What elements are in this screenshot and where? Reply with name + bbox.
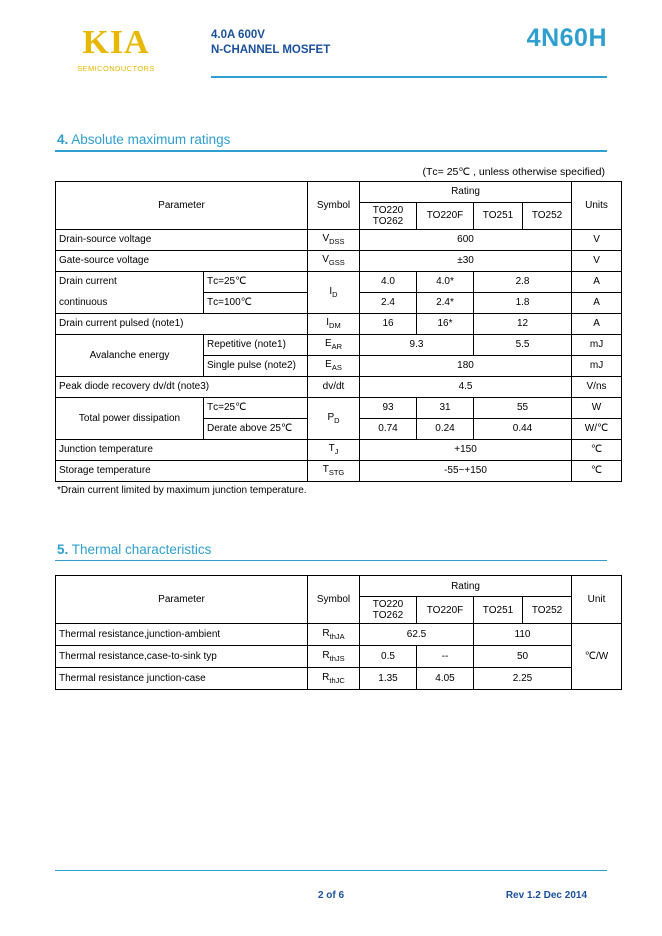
units-idm: A [572,313,622,334]
value-vdss: 600 [360,229,572,250]
page-number: 2 of 6 [317,890,345,901]
product-spec-summary [211,28,330,58]
header-package-to220-to262 [360,597,417,624]
symbol-subscript: D [334,415,340,425]
value-idm-to220: 16 [360,313,417,334]
units-id-row2: A [572,292,622,313]
value-derate-to220: 0.74 [360,418,417,439]
cond-text: Tᴄ=25℃ [207,276,247,287]
header-rating: Rating [360,181,572,202]
table-row [56,271,622,292]
symbol-ear [308,334,360,355]
units-vdss: V [572,229,622,250]
part-number: 4N60H [526,24,607,52]
value-id-100-to220f: 2.4* [417,292,474,313]
value-pd-to251-to252: 55 [474,397,572,418]
header-pkg-line2: TO262 [372,610,404,621]
section4-title-text: Absolute maximum ratings [71,132,231,147]
symbol-subscript: AS [331,363,342,372]
table-row [56,397,622,418]
param-total-power-dissipation: Total power dissipation [56,397,204,439]
section4-condition-note: (Tᴄ= 25℃ , unless otherwise specified) [422,165,605,178]
absolute-maximum-ratings-table [55,181,622,482]
param-thermal-resistance-case-to-sink: Thermal resistance,case-to-sink typ [56,646,308,668]
symbol-id [308,271,360,313]
param-avalanche-energy: Avalanche energy [56,334,204,376]
table-row [56,376,622,397]
header-package-to251: TO251 [474,202,523,229]
param-drain-current-pulsed: Drain current pulsed (note1) [56,313,308,334]
symbol-tj [308,439,360,460]
symbol-subscript: thJA [329,632,345,641]
symbol-vdss [308,229,360,250]
header-units: Units [572,181,622,229]
symbol-main: I [329,285,333,297]
symbol-pd [308,397,360,439]
units-derate: W/℃ [572,418,622,439]
section5-divider [55,560,607,562]
spec-line-current-voltage: 4.0A 600V [211,29,265,41]
symbol-main: R [322,650,330,661]
value-pd-to220f: 31 [417,397,474,418]
param-thermal-resistance-junction-case: Thermal resistance junction-case [56,668,308,690]
units-dvdt: V/ns [572,376,622,397]
section4-footnote: *Drain current limited by maximum junction temperature. [57,484,307,496]
value-ear-to220-to220f: 9.3 [360,334,474,355]
table-row [56,460,622,481]
section5-number: 5. [57,541,69,557]
units-vgss: V [572,250,622,271]
section4-number: 4. [57,132,69,147]
thermal-characteristics-table [55,575,622,690]
cond-tc100 [204,292,308,313]
unit-thermal: ℃/W [572,624,622,690]
header-parameter: Parameter [56,181,308,229]
header-rating: Rating [360,576,572,597]
header-package-to220-to262 [360,202,417,229]
logo-text: KIA [82,24,150,61]
symbol-subscript: DSS [329,237,345,246]
cond-tc25 [204,271,308,292]
symbol-main: V [322,254,329,265]
value-vgss: ±30 [360,250,572,271]
value-rthjc-to251-to252: 2.25 [474,668,572,690]
symbol-main: P [327,411,335,423]
units-id-row1: A [572,271,622,292]
symbol-idm [308,313,360,334]
symbol-subscript: GSS [328,258,345,267]
header-pkg-line2: TO262 [372,215,404,227]
header-divider [211,76,607,78]
symbol-main: E [324,338,332,349]
symbol-eas [308,355,360,376]
section5-title-text: Thermal characteristics [71,541,212,557]
param-thermal-resistance-junction-ambient: Thermal resistance,junction-ambient [56,624,308,646]
param-gate-source-voltage: Gate-source voltage [56,250,308,271]
value-id-25-to220: 4.0 [360,271,417,292]
header-parameter: Parameter [56,576,308,624]
table-header-row-1 [56,576,622,597]
revision-label: Rev 1.2 Dec 2014 [505,890,587,901]
table-row [56,250,622,271]
value-rthjs-to220: 0.5 [360,646,417,668]
value-rthja-to220-to220f: 62.5 [360,624,474,646]
header-pkg-line1: TO220 [372,204,404,216]
cond-pd-tc25: Tᴄ=25℃ [204,397,308,418]
param-junction-temperature: Junction temperature [56,439,308,460]
header-symbol: Symbol [308,576,360,624]
units-eas: mJ [572,355,622,376]
value-id-100-to251-to252: 1.8 [474,292,572,313]
value-dvdt: 4.5 [360,376,572,397]
value-rthjs-to220f: -- [417,646,474,668]
footer-divider [55,870,607,872]
table-row [56,624,622,646]
table-row [56,668,622,690]
param-drain-current-continuous-line1: Drain current [56,271,204,292]
symbol-tstg [308,460,360,481]
table-row [56,313,622,334]
units-ear: mJ [572,334,622,355]
table-row [56,646,622,668]
value-rthjs-to251-to252: 50 [474,646,572,668]
symbol-main: R [322,628,330,639]
value-id-100-to220: 2.4 [360,292,417,313]
table-row [56,229,622,250]
param-peak-diode-recovery: Peak diode recovery dv/dt (note3) [56,376,308,397]
value-rthjc-to220f: 4.05 [417,668,474,690]
value-derate-to251-to252: 0.44 [474,418,572,439]
value-rthja-to251-to252: 110 [474,624,572,646]
table-row [56,334,622,355]
symbol-main: V [322,233,330,244]
value-id-25-to220f: 4.0* [417,271,474,292]
symbol-subscript: AR [331,342,343,351]
symbol-main: I [326,317,330,328]
param-storage-temperature: Storage temperature [56,460,308,481]
cond-text: Tᴄ=100℃ [207,297,252,308]
section-absolute-maximum-ratings [55,132,607,496]
symbol-subscript: J [334,447,339,456]
value-pd-to220: 93 [360,397,417,418]
param-drain-current-continuous-line2: continuous [56,292,204,313]
cond-pd-derate: Derate above 25℃ [204,418,308,439]
logo-subtitle: SEMICONDUCTORS [77,64,155,73]
symbol-rthjs [308,646,360,668]
symbol-rthjc [308,668,360,690]
header-symbol: Symbol [308,181,360,229]
symbol-main: T [328,443,335,454]
header-unit: Unit [572,576,622,624]
table-row [56,439,622,460]
header-package-to220f: TO220F [417,597,474,624]
value-rthjc-to220: 1.35 [360,668,417,690]
spec-line-type: N-CHANNEL MOSFET [211,44,331,56]
symbol-subscript: STG [328,468,345,477]
page-header [55,0,607,98]
symbol-subscript: thJC [329,676,345,685]
symbol-main: E [325,359,332,370]
section4-divider [55,150,607,152]
symbol-subscript: thJS [329,654,345,663]
value-idm-to220f: 16* [417,313,474,334]
units-tstg: ℃ [572,460,622,481]
section-thermal-characteristics [55,542,607,691]
value-derate-to220f: 0.24 [417,418,474,439]
symbol-main: T [322,464,329,475]
header-pkg-line1: TO220 [372,599,404,610]
symbol-rthja [308,624,360,646]
section4-title [55,132,607,150]
value-idm-to251-to252: 12 [474,313,572,334]
symbol-subscript: D [332,289,338,299]
symbol-main: R [322,672,330,683]
table-header-row-1 [56,181,622,202]
header-package-to252: TO252 [523,597,572,624]
symbol-vgss [308,250,360,271]
company-logo [61,26,171,73]
symbol-subscript: DM [329,321,341,330]
value-tstg: -55~+150 [360,460,572,481]
header-package-to252: TO252 [523,202,572,229]
param-drain-source-voltage: Drain-source voltage [56,229,308,250]
cond-repetitive: Repetitive (note1) [204,334,308,355]
cond-single-pulse: Single pulse (note2) [204,355,308,376]
header-package-to220f: TO220F [417,202,474,229]
section5-title [55,542,607,560]
value-ear-to251-to252: 5.5 [474,334,572,355]
value-tj: +150 [360,439,572,460]
value-eas-all: 180 [360,355,572,376]
units-pd: W [572,397,622,418]
header-package-to251: TO251 [474,597,523,624]
units-tj: ℃ [572,439,622,460]
symbol-dvdt: dv/dt [308,376,360,397]
value-id-25-to251-to252: 2.8 [474,271,572,292]
